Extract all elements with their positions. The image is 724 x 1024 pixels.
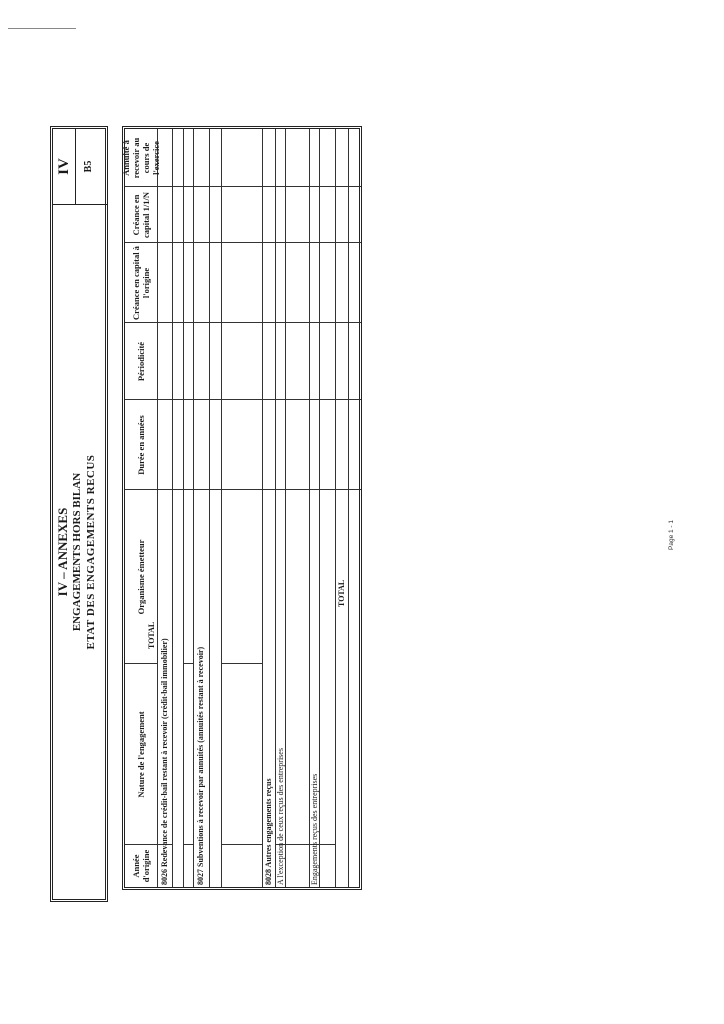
col-divider [125, 242, 361, 243]
col-divider [125, 399, 361, 400]
header-creance-origine: Créance en capital à l'origine [131, 246, 151, 320]
section-8027: 8027 Subventions à recevoir par annuités (annuités restant à recevoir) [196, 646, 205, 885]
row-divider [221, 129, 222, 887]
row-divider [157, 129, 158, 887]
header-periodicite: Périodicité [136, 341, 146, 382]
col-divider [183, 663, 193, 664]
section-8028-item-b: Engagements reçus des entreprises [310, 773, 319, 885]
section-8028-item-a: A l'exception de ceux reçus des entreprises [276, 748, 285, 885]
section-reference [53, 129, 107, 204]
row-divider [172, 129, 173, 887]
annex-title: IV – ANNEXES [55, 507, 70, 597]
col-divider [221, 663, 262, 664]
title-block [50, 126, 108, 902]
section-roman: IV [53, 129, 76, 204]
title-main [53, 204, 107, 899]
section-8026: 8026 Redevance de crédit-bail restant à recevoir (crédit-bail immobilier) [160, 638, 169, 885]
col-divider [183, 844, 193, 845]
section-code: B5 [83, 160, 94, 173]
row-divider [193, 129, 194, 887]
section-8026-total: TOTAL [147, 621, 156, 649]
received-commitments-title: ETAT DES ENGAGEMENTS RECUS [85, 454, 97, 650]
row-divider [209, 129, 210, 887]
header-duree: Durée en années [136, 415, 146, 475]
col-divider [221, 844, 262, 845]
col-divider [125, 322, 361, 323]
row-divider [348, 129, 349, 887]
header-creance-1-1-n: Créance en capital 1/1/N [131, 191, 151, 239]
off-balance-title: ENGAGEMENTS HORS BILAN [71, 472, 83, 632]
row-divider [335, 129, 336, 887]
row-divider [262, 129, 263, 887]
row-divider [183, 129, 184, 887]
header-annuite: Annuité à recevoir au cours de l'exercice [121, 137, 161, 179]
header-organisme: Organisme émetteur [136, 539, 146, 615]
section-8028: 8028 Autres engagements reçus [264, 778, 273, 885]
grand-total-label: TOTAL [337, 579, 346, 607]
col-divider [125, 489, 361, 490]
page-number: Page 1 - 1 [668, 520, 675, 550]
commitments-table [122, 126, 362, 890]
header-nature: Nature de l'engagement [136, 711, 146, 798]
header-annee: Année d'origine [131, 849, 151, 883]
